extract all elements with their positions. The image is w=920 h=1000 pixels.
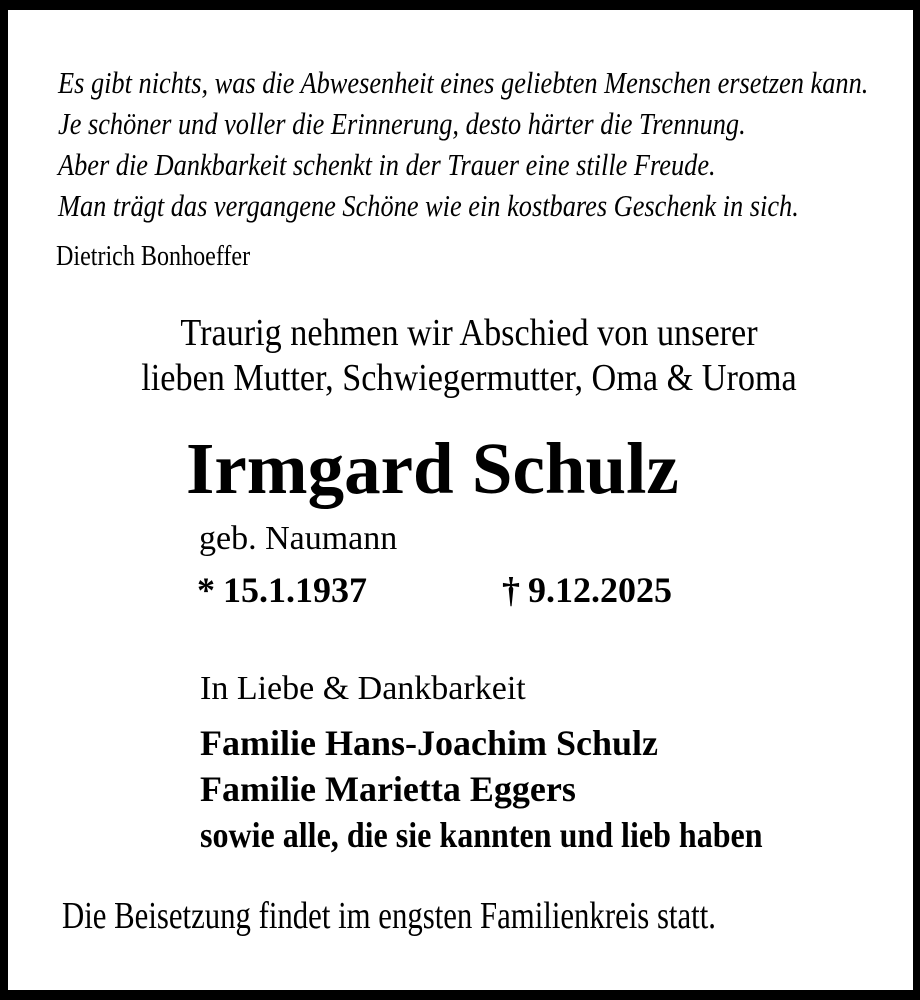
quote-line-1: Es gibt nichts, was die Abwesenheit eines geliebten Menschen ersetzen kann. (58, 65, 869, 100)
deceased-birth-name: geb. Naumann (199, 520, 398, 557)
birth-date (197, 571, 367, 611)
birth-star-symbol: * (197, 570, 215, 610)
quote-line-2: Je schöner und voller die Erinnerung, desto härter die Trennung. (58, 106, 746, 141)
signoff-intro: In Liebe & Dankbarkeit (200, 670, 526, 707)
death-date (502, 571, 672, 611)
closing-line: Die Beisetzung findet im engsten Familienkreis statt. (62, 895, 716, 937)
mourner-line-1: Familie Hans-Joachim Schulz (200, 723, 658, 763)
quote-line-3: Aber die Dankbarkeit schenkt in der Trauer eine stille Freude. (58, 147, 716, 182)
announcement-line-1: Traurig nehmen wir Abschied von unserer (180, 312, 758, 354)
mourner-line-3: sowie alle, die sie kannten und lieb haben (200, 815, 763, 855)
birth-date-value: 15.1.1937 (223, 570, 367, 610)
quote-attribution: Dietrich Bonhoeffer (56, 241, 251, 272)
quote-line-4: Man trägt das vergangene Schöne wie ein kostbares Geschenk in sich. (58, 188, 799, 223)
death-dagger-symbol: † (502, 570, 520, 610)
mourner-line-2: Familie Marietta Eggers (200, 769, 576, 809)
death-date-value: 9.12.2025 (528, 570, 672, 610)
deceased-name: Irmgard Schulz (186, 428, 679, 509)
life-dates-row (0, 571, 920, 611)
quote-block (58, 62, 920, 226)
announcement-line-2: lieben Mutter, Schwiegermutter, Oma & Uroma (141, 357, 797, 399)
